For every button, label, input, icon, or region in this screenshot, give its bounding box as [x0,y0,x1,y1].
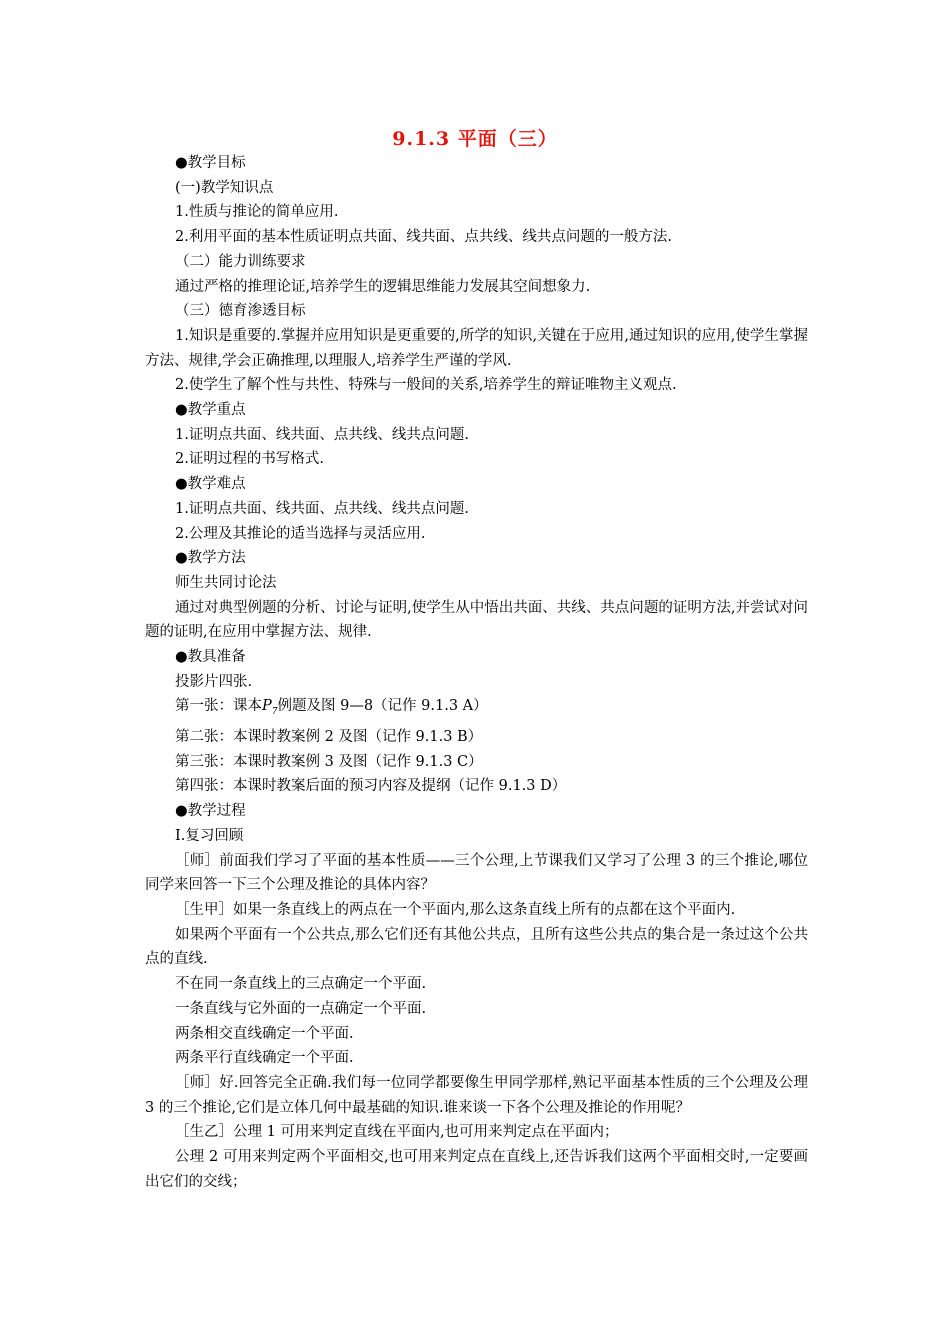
slide-item-4: 第四张：本课时教案后面的预习内容及提纲（记作 9.1.3 D） [175,778,567,795]
paragraph: 公理 2 可用来判定两个平面相交,也可用来判定点在直线上,还告诉我们这两个平面相交时,一定要画出它们的交线； [145,1149,808,1190]
subheading-ability: （二）能力训练要求 [175,253,306,270]
slide-item-3: 第三张：本课时教案例 3 及图（记作 9.1.3 C） [175,753,483,770]
paragraph: ［师］好.回答完全正确.我们每一位同学都要像生甲同学那样,熟记平面基本性质的三个公理及公理 3 的三个推论,它们是立体几何中最基础的知识.谁来谈一下各个公理及推论的作用呢？ [145,1074,808,1116]
text-line: 1.性质与推论的简单应用. [175,204,339,221]
page-title: 9.1.3 平面（三） [392,128,558,150]
document-body [145,151,808,1194]
text-line: 两条平行直线确定一个平面. [175,1050,354,1067]
paragraph: 如果两个平面有一个公共点,那么它们还有其他公共点，且所有这些公共点的集合是一条过这个公共点的直线. [145,926,808,968]
text-line: 通过严格的推理论证,培养学生的逻辑思维能力发展其空间想象力. [175,278,591,295]
text-line: 师生共同讨论法 [175,574,277,591]
section-heading-materials: ●教具准备 [175,649,246,666]
text-line: 不在同一条直线上的三点确定一个平面. [175,976,427,993]
text-line: ［生乙］公理 1 可用来判定直线在平面内,也可用来判定点在平面内； [175,1124,619,1141]
paragraph: ［师］前面我们学习了平面的基本性质——三个公理,上节课我们又学习了公理 3 的三个推论,哪位同学来回答一下三个公理及推论的具体内容？ [145,852,808,894]
page-ref-number: 7 [271,707,278,718]
section-heading-difficulties: ●教学难点 [175,476,246,493]
section-heading-process: ●教学过程 [175,803,246,820]
subheading-moral: （三）德育渗透目标 [175,303,306,320]
text-line: 2.使学生了解个性与共性、特殊与一般间的关系,培养学生的辩证唯物主义观点. [175,377,677,394]
paragraph: 通过对典型例题的分析、讨论与证明,使学生从中悟出共面、共线、共点问题的证明方法,并尝试对问题的证明,在应用中掌握方法、规律. [145,599,808,641]
slide-item-1 [145,694,808,725]
text-line: 2.利用平面的基本性质证明点共面、线共面、点共线、线共点问题的一般方法. [175,229,672,246]
text-line: 一条直线与它外面的一点确定一个平面. [175,1000,427,1017]
section-heading-method: ●教学方法 [175,550,246,567]
text-span: 例题及图 9—8（记作 9.1.3 A） [277,698,488,715]
section-heading-goals: ●教学目标 [175,155,246,171]
text-span: 第一张：课本 [175,698,262,715]
text-line: 1.证明点共面、线共面、点共线、线共点问题. [175,500,469,517]
text-line: 1.证明点共面、线共面、点共线、线共点问题. [175,426,469,443]
text-line: 2.证明过程的书写格式. [175,451,324,468]
subheading-review: Ⅰ.复习回顾 [175,827,244,844]
subheading-knowledge: (一)教学知识点 [175,179,274,196]
text-line: 投影片四张. [175,673,253,690]
text-line: 2.公理及其推论的适当选择与灵活应用. [175,525,426,542]
page-ref [262,698,278,718]
text-line: ［生甲］如果一条直线上的两点在一个平面内,那么这条直线上所有的点都在这个平面内. [175,901,736,918]
section-heading-key-points: ●教学重点 [175,402,246,419]
page-ref-letter: P [262,698,272,715]
paragraph: 1.知识是重要的.掌握并应用知识是更重要的,所学的知识,关键在于应用,通过知识的应用,使学生掌握方法、规律,学会正确推理,以理服人,培养学生严谨的学风. [145,327,808,369]
text-line: 两条相交直线确定一个平面. [175,1025,354,1042]
slide-item-2: 第二张：本课时教案例 2 及图（记作 9.1.3 B） [175,729,483,746]
